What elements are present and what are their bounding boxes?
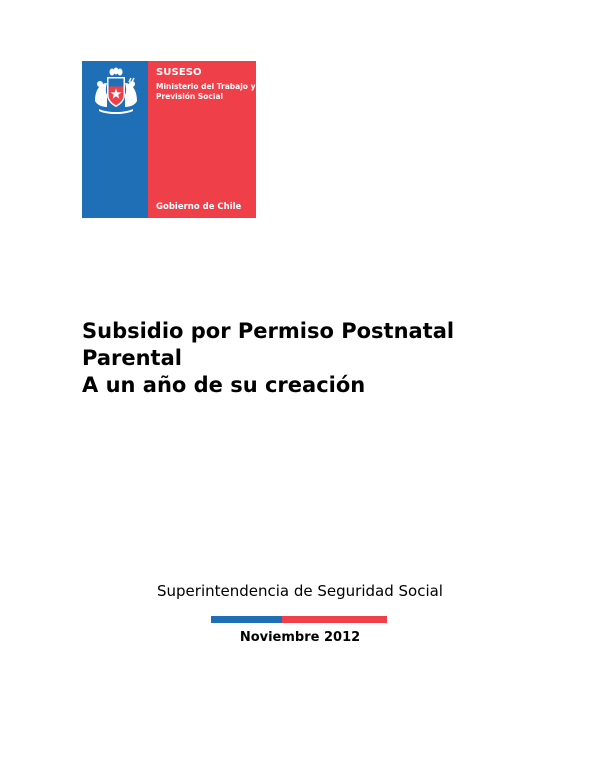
logo-ministry-name: Ministerio del Trabajo y Previsión Social — [156, 82, 256, 101]
flag-divider-red — [282, 616, 387, 623]
logo-red-panel — [148, 61, 256, 218]
title-line-2: Parental — [82, 346, 182, 370]
government-logo — [82, 61, 256, 218]
chile-coat-of-arms-icon — [91, 67, 141, 115]
document-title — [82, 318, 552, 399]
logo-agency-name: SUSESO — [156, 67, 202, 78]
title-line-1: Subsidio por Permiso Postnatal — [82, 319, 455, 343]
organization-name: Superintendencia de Seguridad Social — [157, 582, 443, 600]
title-line-3: A un año de su creación — [82, 373, 366, 397]
flag-divider — [211, 616, 387, 623]
logo-blue-panel — [82, 61, 148, 218]
publication-date: Noviembre 2012 — [239, 630, 361, 645]
logo-government-label: Gobierno de Chile — [156, 202, 242, 212]
flag-divider-blue — [211, 616, 282, 623]
